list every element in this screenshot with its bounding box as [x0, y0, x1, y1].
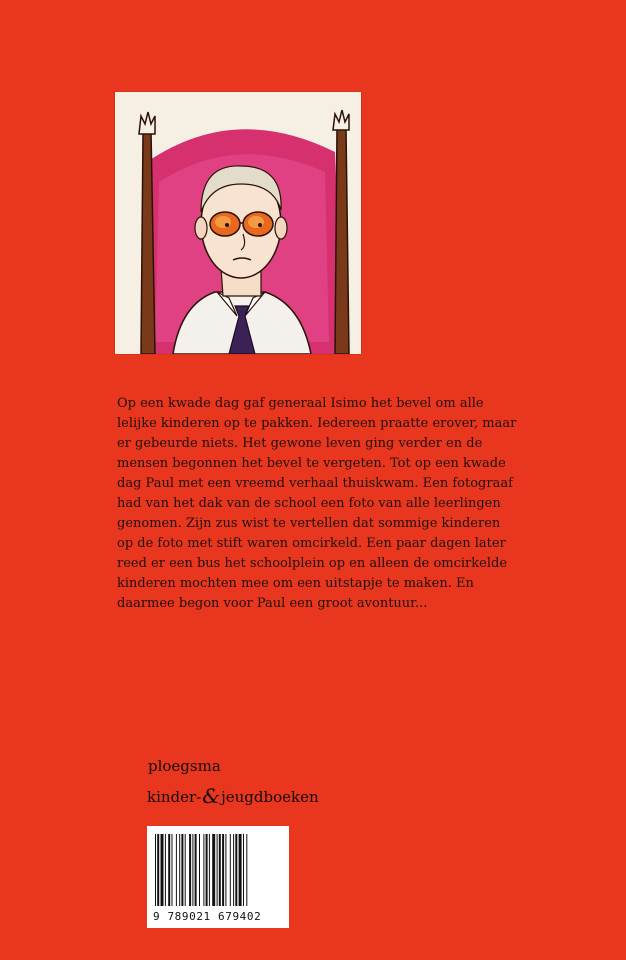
- man-in-chair-illustration: [115, 92, 361, 354]
- barcode-digits: 9 789021 679402: [153, 910, 262, 923]
- publisher-name: ploegsma: [148, 757, 221, 775]
- blurb-text: Op een kwade dag gaf generaal Isimo het bevel om alle lelijke kinderen op te pakken. Iedereen praatte erover, maar er gebeurde niets. Het gewone leven ging verder en de mensen begonnen het bevel te vergeten. Tot op een kwade dag Paul met een vreemd verhaal thuiskwam. Een fotograaf had van het dak van de school een foto van alle leerlingen genomen. Zijn zus wist te vertellen dat sommige kinderen op de foto met stift waren omcirkeld. Een paar dagen later reed er een bus het schoolplein op en alleen de omcirkelde kinderen mochten mee om een uitstapje te maken. En daarmee begon voor Paul een groot avontuur...: [117, 396, 517, 611]
- imprint-right: jeugdboeken: [221, 788, 319, 806]
- cover-illustration: [115, 92, 361, 354]
- imprint-left: kinder-: [147, 788, 202, 806]
- isbn-barcode: [147, 826, 289, 928]
- ampersand: &: [202, 784, 221, 808]
- publisher-imprint: [147, 783, 319, 807]
- barcode-bars: [155, 834, 281, 906]
- publisher-logo: [148, 757, 319, 807]
